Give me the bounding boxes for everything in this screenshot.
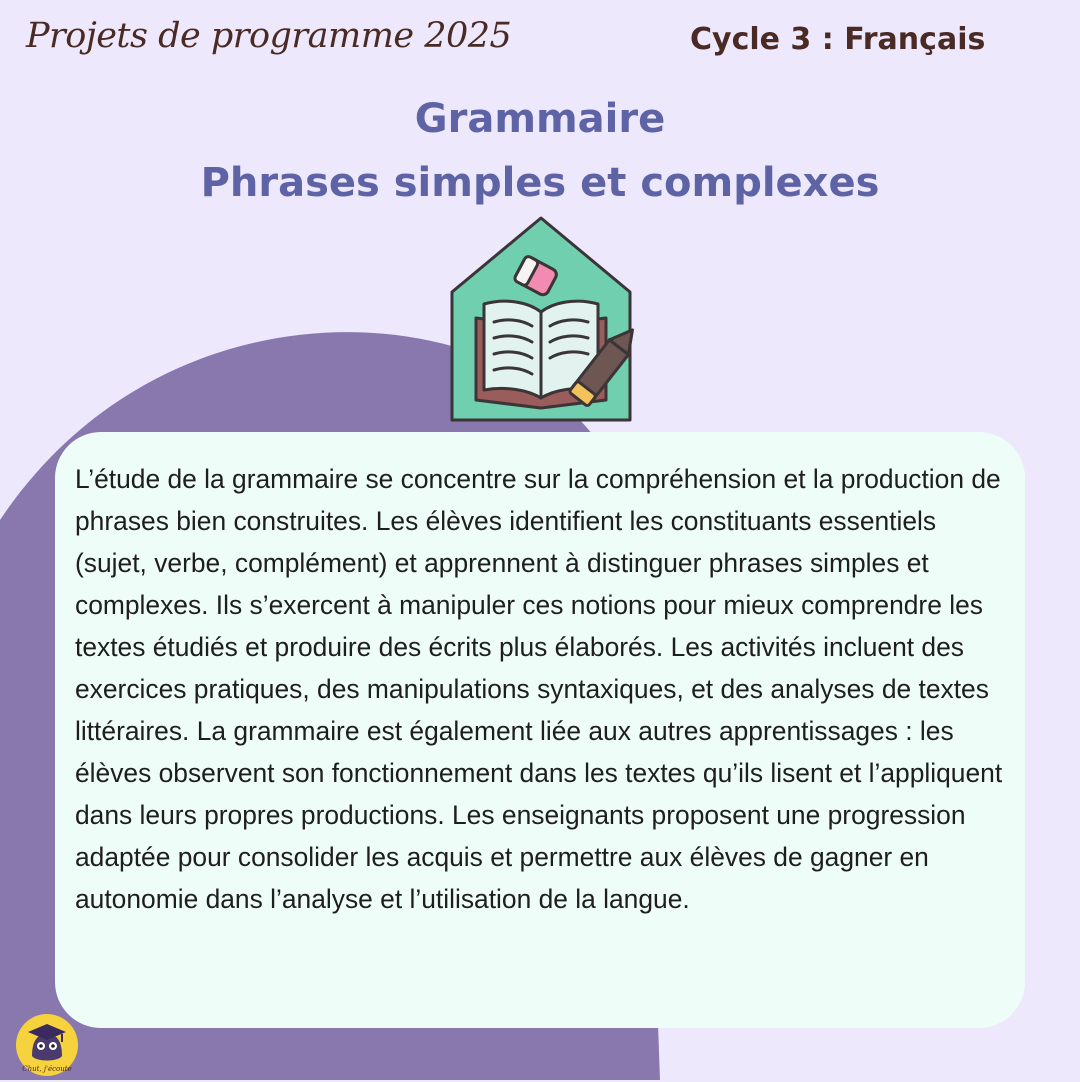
body-paragraph: L’étude de la grammaire se concentre sur la compréhension et la production de phrases bien construites. Les élèves identifient les constituants essentiels (sujet, verbe, complément) et apprennent à distinguer phrases simples et complexes. Ils s’exercent à manipuler ces notions pour mieux comprendre les textes étudiés et produire des écrits plus élaborés. Les activités incluent des exercices pratiques, des manipulations syntaxiques, et des analyses de textes littéraires. La grammaire est également liée aux autres apprentissages : les élèves observent son fonctionnement dans les textes qu’ils lisent et l’appliquent dans leurs propres productions. Les enseignants proposent une progression adaptée pour consolider les acquis et permettre aux élèves de gagner en autonomie dans l’analyse et l’utilisation de la langue. <box>75 464 1003 914</box>
house-with-open-book-eraser-pencil-icon <box>448 214 634 424</box>
content-card <box>55 432 1025 1028</box>
page-subtitle: Phrases simples et complexes <box>200 160 880 206</box>
page-title: Grammaire <box>414 96 666 142</box>
logo-text: Chut, j'écoute <box>22 1065 72 1073</box>
owl-graduate-logo-icon <box>14 1012 80 1078</box>
cycle-label: Cycle 3 : Français <box>690 22 986 57</box>
program-title: Projets de programme 2025 <box>26 16 512 56</box>
